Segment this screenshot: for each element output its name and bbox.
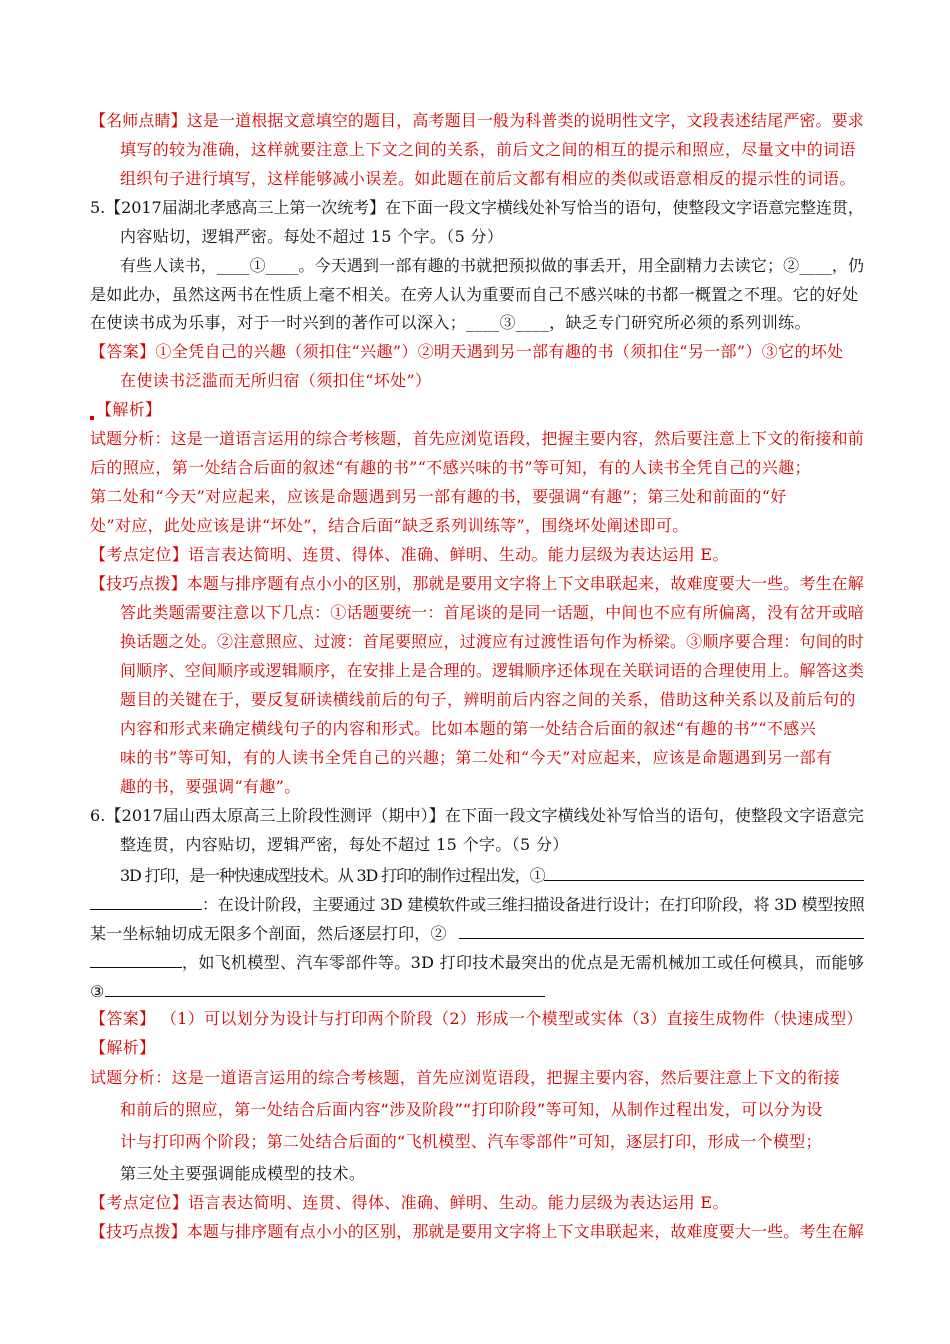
answer-blank — [105, 980, 545, 997]
technique-line: 【技巧点拨】本题与排序题有点小小的区别，那就是要用文字将上下文串联起来，故难度要大一些。考生在解 — [90, 574, 864, 593]
answer-blank — [544, 864, 864, 881]
question-6-passage-line: ：在设计阶段，主要通过 3D 建模软件或三维扫描设备进行设计；在打印阶段，将 3D 模型按照 — [90, 893, 864, 915]
analysis-line: 试题分析：这是一道语言运用的综合考核题，首先应浏览语段，把握主要内容，然后要注意上下文的衔接和前 — [90, 429, 864, 448]
answer-line: 【答案】①全凭自己的兴趣（须扣住“兴趣”）②明天遇到另一部有趣的书（须扣住“另一部”）③它的坏处 — [90, 342, 844, 361]
question-5-passage-line: 是如此办，虽然这两书在性质上毫不相关。在旁人认为重要而自己不感兴味的书都一概置之不理。它的好处 — [90, 285, 859, 304]
technique-line: 间顺序、空间顺序或逻辑顺序，在安排上是合理的。逻辑顺序还体现在关联词语的合理使用上。解答这类 — [120, 661, 865, 680]
answer-blank — [90, 893, 202, 910]
answer-line: 【答案】 （1）可以划分为设计与打印两个阶段（2）形成一个模型或实体（3）直接生成物件（快速成型） — [90, 1009, 863, 1028]
technique-line: 题目的关键在于，要反复研读横线前后的句子，辨明前后内容之间的关系，借助这种关系以及前后句的 — [120, 690, 856, 709]
analysis-heading: 【解析】 — [90, 400, 161, 420]
technique-line: 答此类题需要注意以下几点：①话题要统一：首尾谈的是同一话题，中间也不应有所偏离，没有岔开或暗 — [120, 603, 865, 622]
analysis-line: 第二处和“今天”对应起来，应该是命题遇到另一部有趣的书，要强调“有趣”；第三处和前面的“好 — [90, 487, 787, 506]
question-6-passage-line: 3D 打印，是一种快速成型技术。从 3D 打印的制作过程出发，① — [120, 864, 864, 886]
answer-line: 在使读书泛滥而无所归宿（须扣住“坏处”） — [120, 371, 432, 390]
teacher-comment-line: 组织句子进行填写，这样能够减小误差。如此题在前后文都有相应的类似或语意相反的提示性的词语。 — [120, 169, 856, 188]
question-6-passage-line: ③ — [90, 980, 545, 1002]
analysis-line: 试题分析：这是一道语言运用的综合考核题，首先应浏览语段，把握主要内容，然后要注意上下文的衔接 — [90, 1068, 840, 1087]
key-point-line: 【考点定位】语言表达简明、连贯、得体、准确、鲜明、生动。能力层级为表达运用 E。 — [90, 545, 729, 564]
analysis-line: 后的照应，第一处结合后面的叙述“有趣的书”“不感兴味的书”等可知，有的人读书全凭自己的兴趣； — [90, 458, 811, 477]
question-6-requirement: 整连贯，内容贴切，逻辑严密，每处不超过 15 个字。（5 分） — [120, 835, 569, 854]
analysis-line: 和前后的照应，第一处结合后面内容“涉及阶段”“打印阶段”等可知，从制作过程出发，可以分为设 — [120, 1100, 823, 1119]
question-6-header: 6.【2017届山西太原高三上阶段性测评（期中）】在下面一段文字横线处补写恰当的语句，使整段文字语意完 — [90, 806, 864, 825]
technique-line: 【技巧点拨】本题与排序题有点小小的区别，那就是要用文字将上下文串联起来，故难度要大一些。考生在解 — [90, 1222, 864, 1241]
answer-blank — [459, 922, 864, 939]
technique-line: 味的书”等可知，有的人读书全凭自己的兴趣；第二处和“今天”对应起来，应该是命题遇到另一部有 — [120, 748, 833, 767]
teacher-comment-line: 【名师点睛】这是一道根据文意填空的题目，高考题目一般为科普类的说明性文字，文段表述结尾严密。要求 — [90, 111, 864, 130]
analysis-line: 计与打印两个阶段；第二处结合后面的“飞机模型、汽车零部件”可知，逐层打印，形成一个模型； — [120, 1132, 822, 1151]
question-6-passage-line: 某一坐标轴切成无限多个剖面，然后逐层打印，② — [90, 922, 864, 944]
answer-blank — [90, 951, 182, 968]
question-5-requirement: 内容贴切，逻辑严密。每处不超过 15 个字。（5 分） — [120, 227, 504, 246]
question-5-passage-line: 在使读书成为乐事，对于一时兴到的著作可以深入；____③____，缺乏专门研究所必须的系列训练。 — [90, 313, 811, 332]
question-5-passage-line: 有些人读书，____①____。今天遇到一部有趣的书就把预拟做的事丢开，用全副精力去读它；②____，仍 — [120, 256, 865, 275]
key-point-line: 【考点定位】语言表达简明、连贯、得体、准确、鲜明、生动。能力层级为表达运用 E。 — [90, 1193, 729, 1212]
analysis-line: 第三处主要强调能成模型的技术。 — [120, 1164, 366, 1183]
teacher-comment-line: 填写的较为准确，这样就要注意上下文之间的关系，前后文之间的相互的提示和照应，尽量文中的词语 — [120, 140, 856, 159]
technique-line: 趣的书，要强调“有趣”。 — [120, 777, 301, 796]
technique-line: 内容和形式来确定横线句子的内容和形式。比如本题的第一处结合后面的叙述“有趣的书”“不感兴 — [120, 719, 816, 738]
analysis-heading: 【解析】 — [90, 1038, 156, 1057]
question-5-header: 5.【2017届湖北孝感高三上第一次统考】在下面一段文字横线处补写恰当的语句，使整段文字语意完整连贯， — [90, 198, 864, 217]
question-6-passage-line: ，如飞机模型、汽车零部件等。3D 打印技术最突出的优点是无需机械加工或任何模具，而能够 — [90, 951, 864, 973]
technique-line: 换话题之处。②注意照应、过渡：首尾要照应，过渡应有过渡性语句作为桥梁。③顺序要合理：句间的时 — [120, 632, 865, 651]
analysis-line: 处”对应，此处应该是讲“坏处”，结合后面“缺乏系列训练等”，围绕坏处阐述即可。 — [90, 516, 689, 535]
bullet-dot-icon — [90, 416, 94, 420]
